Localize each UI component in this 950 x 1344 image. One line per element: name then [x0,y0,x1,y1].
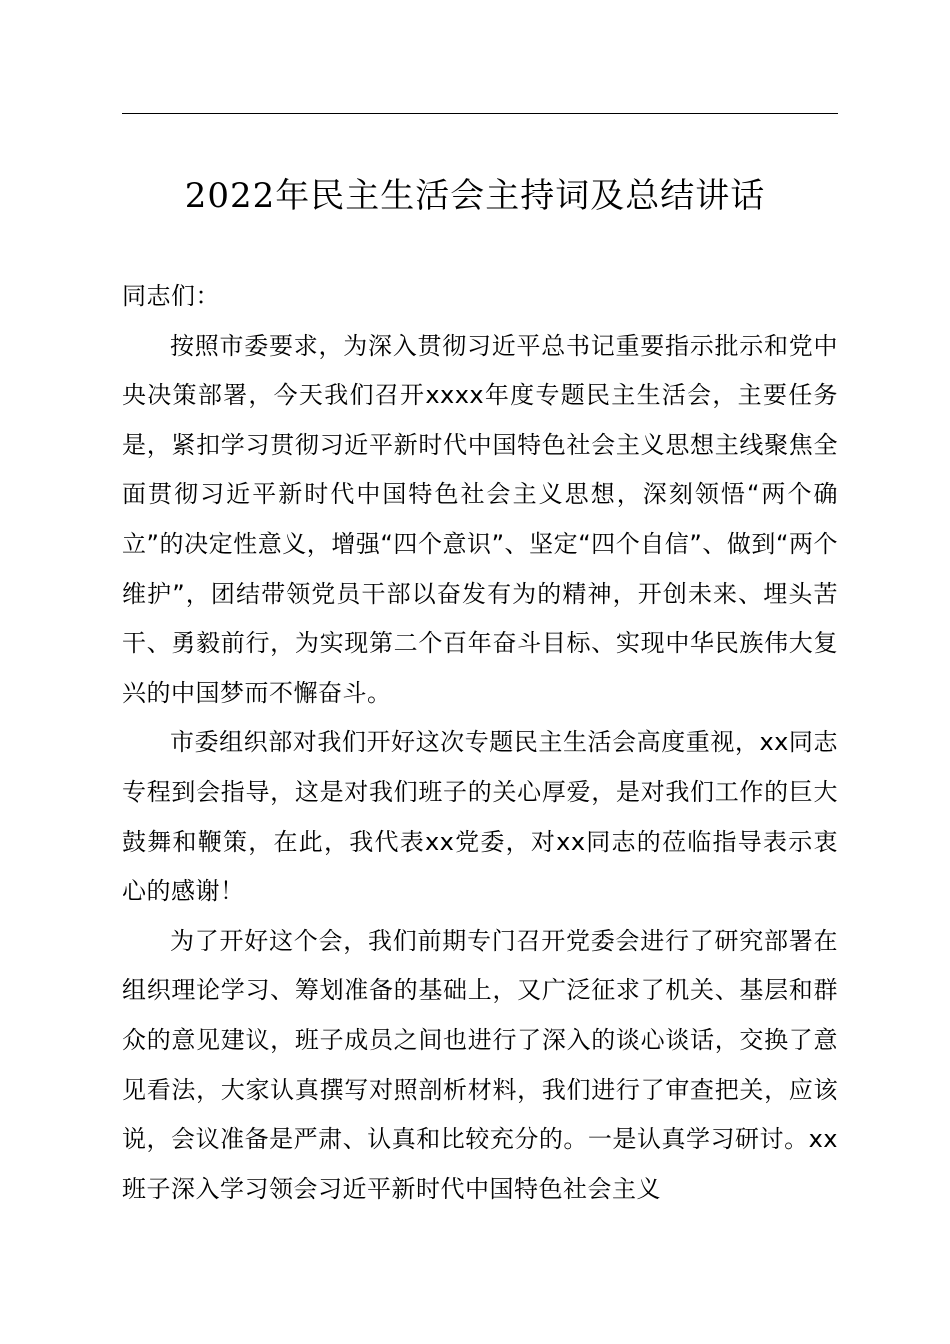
paragraph-3: 为了开好这个会，我们前期专门召开党委会进行了研究部署在组织理论学习、筹划准备的基础上，又广泛征求了机关、基层和群众的意见建议，班子成员之间也进行了深入的谈心谈话，交换了意见看法，大家认真撰写对照剖析材料，我们进行了审查把关，应该说，会议准备是严肃、认真和比较充分的。一是认真学习研讨。xx班子深入学习领会习近平新时代中国特色社会主义 [122,926,838,1203]
document-title: 2022年民主生活会主持词及总结讲话 [184,176,766,216]
paragraph-1: 按照市委要求，为深入贯彻习近平总书记重要指示批示和党中央决策部署，今天我们召开xxxx年度专题民主生活会，主要任务是，紧扣学习贯彻习近平新时代中国特色社会主义思想主线聚焦全面贯彻习近平新时代中国特色社会主义思想，深刻领悟“两个确立”的决定性意义，增强“四个意识”、坚定“四个自信”、做到“两个维护”，团结带领党员干部以奋发有为的精神，开创未来、埋头苦干、勇毅前行，为实现第二个百年奋斗目标、实现中华民族伟大复兴的中国梦而不懈奋斗。 [122,331,838,707]
document-body [122,272,838,1214]
paragraph-2: 市委组织部对我们开好这次专题民主生活会高度重视，xx同志专程到会指导，这是对我们班子的关心厚爱，是对我们工作的巨大鼓舞和鞭策，在此，我代表xx党委，对xx同志的莅临指导表示衷心的感谢！ [122,728,838,906]
salutation: 同志们： [122,282,220,310]
header-rule [122,113,838,114]
